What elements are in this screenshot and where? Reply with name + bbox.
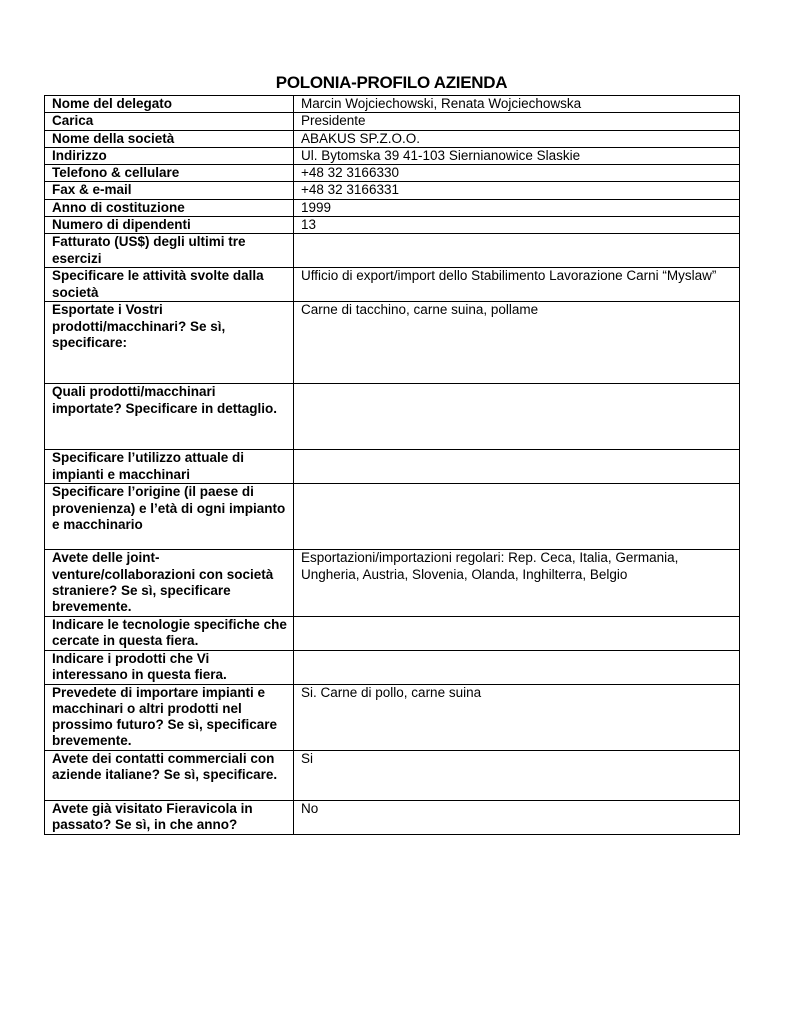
row-label-company-name: Nome della società	[45, 130, 294, 147]
row-label-future-imports: Prevedete di importare impianti e macchinari o altri prodotti nel prossimo futuro? Se sì, specificare brevemente.	[45, 684, 294, 750]
row-value-address: Ul. Bytomska 39 41-103 Siernianowice Slaskie	[294, 147, 740, 164]
page-title: POLONIA-PROFILO AZIENDA	[275, 73, 508, 92]
row-label-fax-email: Fax & e-mail	[45, 182, 294, 199]
row-label-fieravicola-visit: Avete già visitato Fieravicola in passato? Se sì, in che anno?	[45, 800, 294, 834]
row-value-equipment-origin	[294, 484, 740, 550]
table-row	[45, 684, 740, 750]
table-row	[45, 750, 740, 800]
row-label-role: Carica	[45, 113, 294, 130]
row-label-equipment-use: Specificare l’utilizzo attuale di impianti e macchinari	[45, 450, 294, 484]
row-label-equipment-origin: Specificare l’origine (il paese di provenienza) e l’età di ogni impianto e macchinario	[45, 484, 294, 550]
row-label-activities: Specificare le attività svolte dalla società	[45, 268, 294, 302]
row-value-fax-email: +48 32 3166331	[294, 182, 740, 199]
row-label-exports: Esportate i Vostri prodotti/macchinari? Se sì, specificare:	[45, 302, 294, 384]
row-label-joint-ventures: Avete delle joint-venture/collaborazioni con società straniere? Se sì, specificare brevemente.	[45, 550, 294, 616]
table-row	[45, 650, 740, 684]
row-label-imports: Quali prodotti/macchinari importate? Specificare in dettaglio.	[45, 384, 294, 450]
row-label-address: Indirizzo	[45, 147, 294, 164]
table-row	[45, 268, 740, 302]
row-value-activities: Ufficio di export/import dello Stabilimento Lavorazione Carni “Myslaw”	[294, 268, 740, 302]
row-value-delegate-name: Marcin Wojciechowski, Renata Wojciechowska	[294, 96, 740, 113]
table-row	[45, 217, 740, 234]
row-label-italian-contacts: Avete dei contatti commerciali con aziende italiane? Se sì, specificare.	[45, 750, 294, 800]
table-row	[45, 616, 740, 650]
table-row	[45, 384, 740, 450]
row-value-equipment-use	[294, 450, 740, 484]
company-profile-table	[44, 95, 740, 835]
row-value-turnover	[294, 234, 740, 268]
row-value-exports: Carne di tacchino, carne suina, pollame	[294, 302, 740, 384]
row-value-founding-year: 1999	[294, 199, 740, 216]
table-row	[45, 147, 740, 164]
table-row	[45, 302, 740, 384]
table-row	[45, 96, 740, 113]
row-label-products-interest: Indicare i prodotti che Vi interessano in questa fiera.	[45, 650, 294, 684]
row-label-phone: Telefono & cellulare	[45, 165, 294, 182]
row-value-employees: 13	[294, 217, 740, 234]
row-value-role: Presidente	[294, 113, 740, 130]
row-label-founding-year: Anno di costituzione	[45, 199, 294, 216]
table-row	[45, 484, 740, 550]
row-label-technologies: Indicare le tecnologie specifiche che cercate in questa fiera.	[45, 616, 294, 650]
row-value-technologies	[294, 616, 740, 650]
table-row	[45, 234, 740, 268]
table-row	[45, 450, 740, 484]
row-label-employees: Numero di dipendenti	[45, 217, 294, 234]
table-row	[45, 800, 740, 834]
row-value-italian-contacts: Si	[294, 750, 740, 800]
row-label-turnover: Fatturato (US$) degli ultimi tre esercizi	[45, 234, 294, 268]
row-value-company-name: ABAKUS SP.Z.O.O.	[294, 130, 740, 147]
row-value-fieravicola-visit: No	[294, 800, 740, 834]
table-row	[45, 550, 740, 616]
table-row	[45, 199, 740, 216]
table-row	[45, 113, 740, 130]
table-row	[45, 165, 740, 182]
row-value-imports	[294, 384, 740, 450]
row-value-products-interest	[294, 650, 740, 684]
row-label-delegate-name: Nome del delegato	[45, 96, 294, 113]
row-value-joint-ventures: Esportazioni/importazioni regolari: Rep. Ceca, Italia, Germania, Ungheria, Austria, Slovenia, Olanda, Inghilterra, Belgio	[294, 550, 740, 616]
table-row	[45, 130, 740, 147]
row-value-phone: +48 32 3166330	[294, 165, 740, 182]
table-row	[45, 182, 740, 199]
row-value-future-imports: Si. Carne di pollo, carne suina	[294, 684, 740, 750]
